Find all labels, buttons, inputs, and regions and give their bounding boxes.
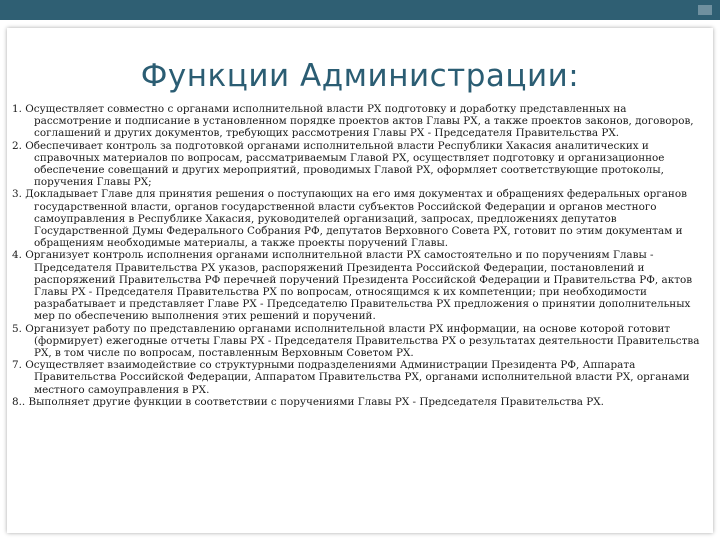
top-decorative-bar [0,0,720,20]
list-item: 8.. Выполняет другие функции в соответствии с поручениями Главы РХ - Председателя Правительства РХ. [12,395,604,408]
top-bar-accent [698,5,712,15]
list-item: 7. Осуществляет взаимодействие со структурными подразделениями Администрации Президента РФ, Аппарата Правительства Российской Федерации, Аппаратом Правительства РХ, органами исполнительной власти РХ, органами местного самоуправления в РХ. [12,359,690,396]
list-item: 5. Организует работу по представлению органами исполнительной власти РХ информации, на основе которой готовит (формирует) ежегодные отчеты Главы РХ - Председателя Правительства РХ о результатах деятельности Правительства РХ, в том числе по вопросам, поставленным Верховным Советом РХ. [12,322,700,360]
slide-title: Функции Администрации: [140,58,580,94]
list-item: 3. Докладывает Главе для принятия решения о поступающих на его имя документах и обращениях федеральных органов государственной власти, органов государственной власти субъектов Российской Федерации и органов местного самоуправления в Республике Хакасия, руководителей организаций, запросах, предложениях депутатов Государственной Думы Федерального Собрания РФ, депутатов Верховного Совета РХ, готовит по этим документам и обращениям необходимые материалы, а также проекты поручений Главы. [12,188,687,250]
functions-list [12,103,706,408]
list-item: 2. Обеспечивает контроль за подготовкой органами исполнительной власти Республики Хакасия аналитических и справочных материалов по вопросам, рассматриваемым Главой РХ, осуществляет подготовку и организационное обеспечение совещаний и других мероприятий, проводимых Главой РХ, оформляет соответствующие протоколы, поручения Главы РХ; [12,139,665,189]
list-item: 4. Организует контроль исполнения органами исполнительной власти РХ самостоятельно и по поручениям Главы - Председателя Правительства РХ указов, распоряжений Президента Российской Федерации, постановлений и распоряжений Правительства РФ перечней поручений Президента Российской Федерации и Правительства РФ, актов Главы РХ - Председателя Правительства РХ по вопросам, относящимся к их компетенции; при необходимости разрабатывает и представляет Главе РХ - Председателю Правительства РХ предложения о принятии дополнительных мер по обеспечению выполнения этих решений и поручений. [12,249,693,323]
list-item: 1. Осуществляет совместно с органами исполнительной власти РХ подготовку и доработку представленных на рассмотрение и подписание в установленном порядке проектов актов Главы РХ, а также проектов законов, договоров, соглашений и других документов, требующих рассмотрения Главы РХ - Председателя Правительства РХ. [12,103,694,140]
